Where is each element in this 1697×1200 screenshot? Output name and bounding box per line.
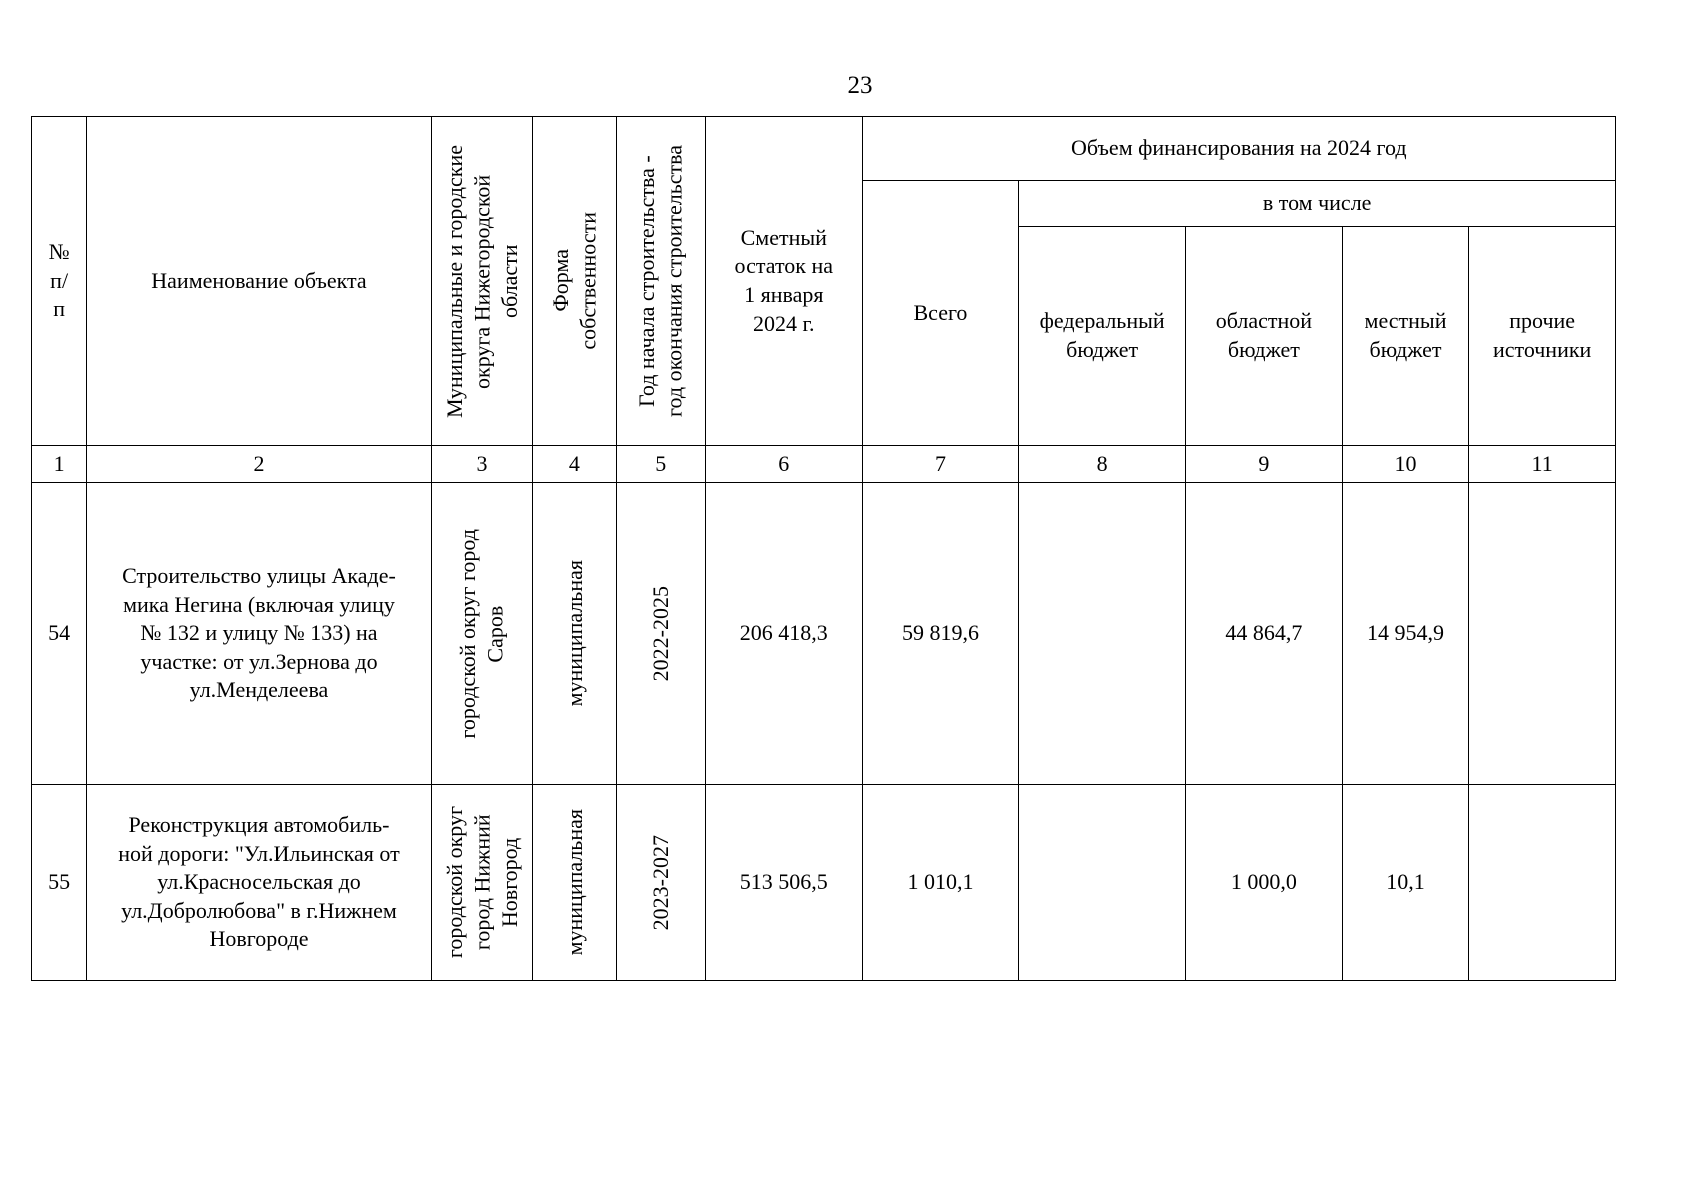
- local-budget: 14 954,9: [1342, 483, 1469, 785]
- column-number: 11: [1469, 446, 1616, 483]
- column-number: 5: [616, 446, 705, 483]
- object-name: Строительство улицы Акаде- мика Негина (включая улицу № 132 и улицу № 133) на участке: от ул.Зернова до ул.Менделеева: [87, 483, 432, 785]
- total-amount: 59 819,6: [862, 483, 1019, 785]
- estimate-balance: 513 506,5: [705, 785, 862, 981]
- total-amount: 1 010,1: [862, 785, 1019, 981]
- column-number: 2: [87, 446, 432, 483]
- other-sources: [1469, 785, 1616, 981]
- column-number: 9: [1186, 446, 1343, 483]
- regional-budget: 1 000,0: [1186, 785, 1343, 981]
- column-number: 7: [862, 446, 1019, 483]
- municipal-district: городской округ город Нижний Новгород: [431, 785, 532, 981]
- header-municipal: Муниципальные и городские округа Нижегородской области: [431, 117, 532, 446]
- header-federal: федеральный бюджет: [1019, 227, 1186, 446]
- construction-years: 2023-2027: [616, 785, 705, 981]
- header-num: № п/ п: [32, 117, 87, 446]
- header-other: прочие источники: [1469, 227, 1616, 446]
- municipal-district: городской округ город Саров: [431, 483, 532, 785]
- column-number: 8: [1019, 446, 1186, 483]
- table-row: [32, 483, 1616, 785]
- regional-budget: 44 864,7: [1186, 483, 1343, 785]
- header-financing: Объем финансирования на 2024 год: [862, 117, 1615, 181]
- ownership-form: муниципальная: [533, 483, 616, 785]
- federal-budget: [1019, 785, 1186, 981]
- construction-years: 2022-2025: [616, 483, 705, 785]
- federal-budget: [1019, 483, 1186, 785]
- object-name: Реконструкция автомобиль- ной дороги: "Ул.Ильинская от ул.Красносельская до ул.Добролюбова" в г.Нижнем Новгороде: [87, 785, 432, 981]
- row-num: 55: [32, 785, 87, 981]
- header-ownership: Форма собственности: [533, 117, 616, 446]
- ownership-form: муниципальная: [533, 785, 616, 981]
- estimate-balance: 206 418,3: [705, 483, 862, 785]
- row-num: 54: [32, 483, 87, 785]
- column-number: 3: [431, 446, 532, 483]
- local-budget: 10,1: [1342, 785, 1469, 981]
- header-estimate: Сметный остаток на 1 января 2024 г.: [705, 117, 862, 446]
- header-total: Всего: [862, 181, 1019, 446]
- column-number: 10: [1342, 446, 1469, 483]
- column-number: 4: [533, 446, 616, 483]
- header-regional: областной бюджет: [1186, 227, 1343, 446]
- page-number: 23: [847, 72, 873, 99]
- header-local: местный бюджет: [1342, 227, 1469, 446]
- header-years: Год начала строительства - год окончания строительства: [616, 117, 705, 446]
- financing-table: [31, 116, 1616, 981]
- column-number: 6: [705, 446, 862, 483]
- header-including: в том числе: [1019, 181, 1616, 227]
- other-sources: [1469, 483, 1616, 785]
- column-number: 1: [32, 446, 87, 483]
- column-numbers-row: [32, 446, 1616, 483]
- header-name: Наименование объекта: [87, 117, 432, 446]
- table-row: [32, 785, 1616, 981]
